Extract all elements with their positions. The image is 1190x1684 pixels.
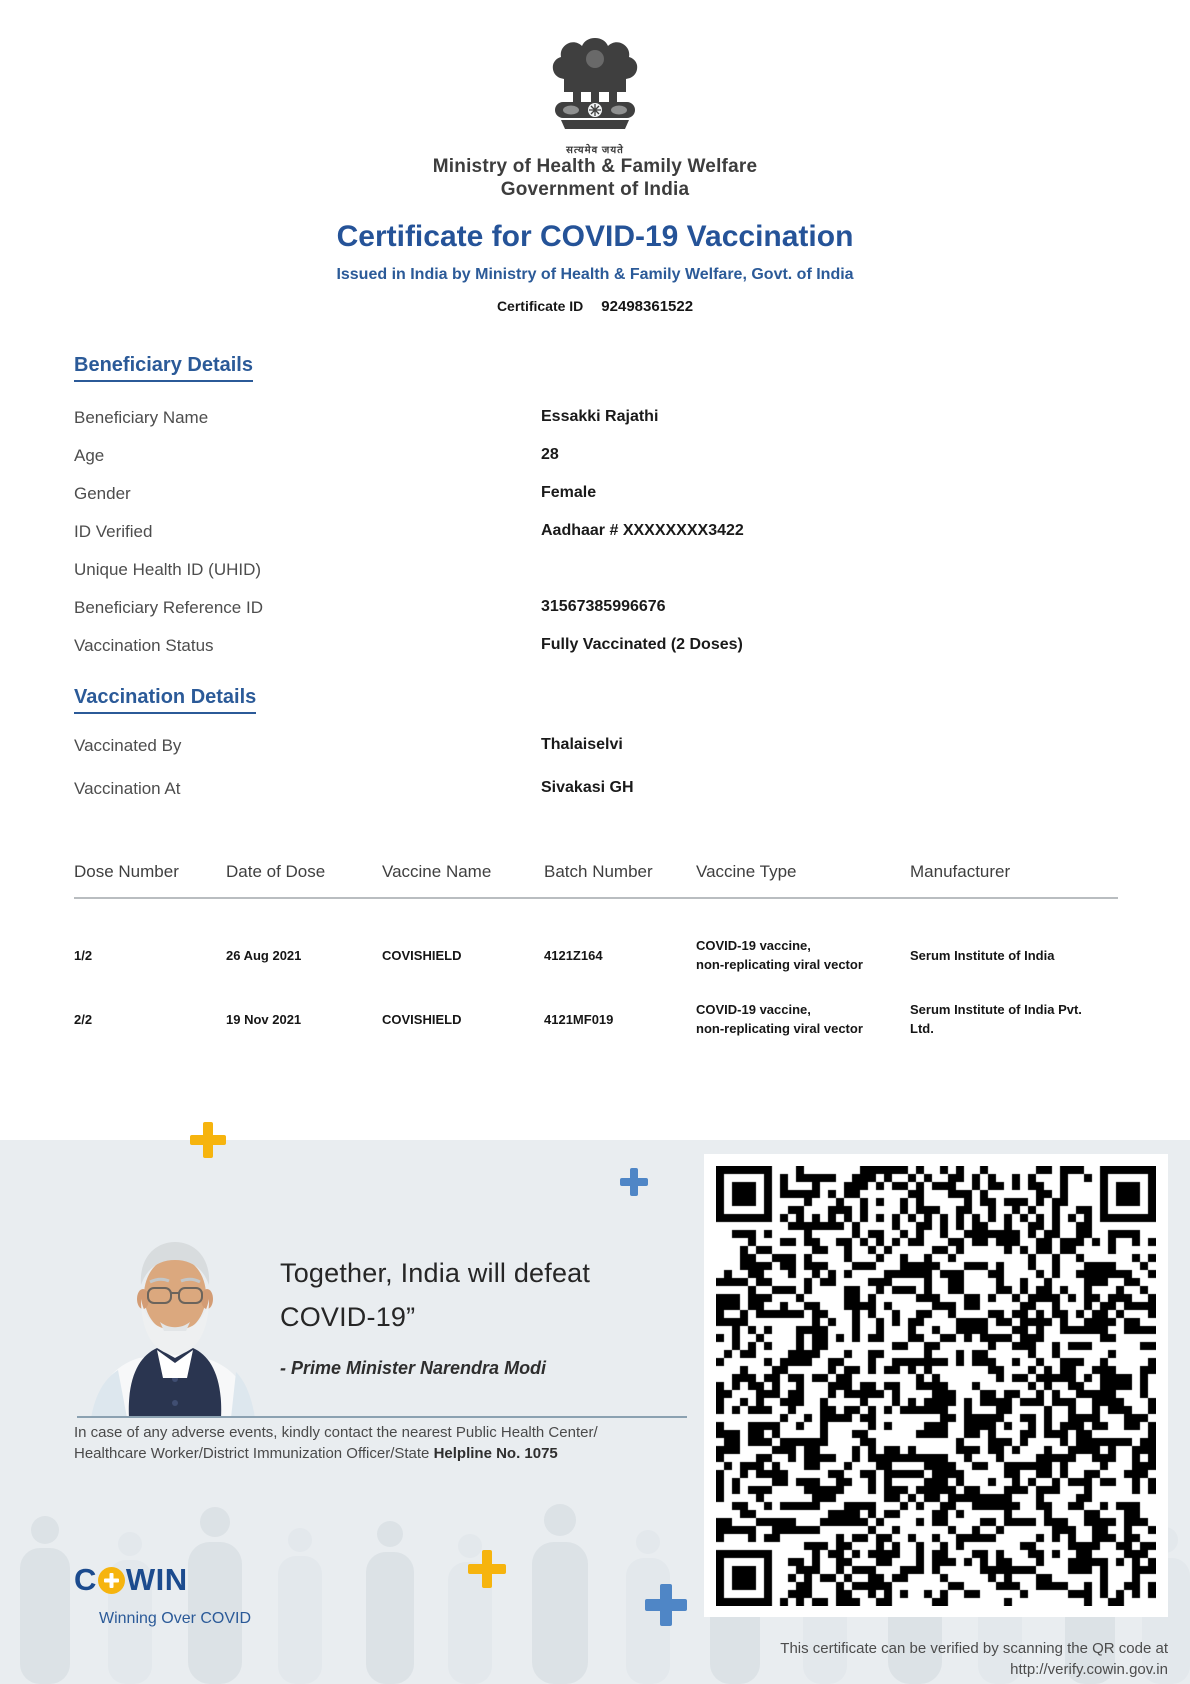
field-label: Unique Health ID (UHID) bbox=[74, 560, 262, 579]
field-value: Essakki Rajathi bbox=[541, 408, 659, 425]
field-value: Sivakasi GH bbox=[541, 779, 634, 796]
cowin-logo-c: C bbox=[74, 1562, 97, 1597]
qr-code-panel bbox=[704, 1154, 1168, 1617]
vaccine-type-line: non-replicating viral vector bbox=[696, 1021, 863, 1036]
table-row bbox=[74, 1000, 1118, 1038]
field-value: Aadhaar # XXXXXXXX3422 bbox=[541, 522, 744, 539]
certificate-id-label: Certificate ID bbox=[496, 298, 584, 314]
column-header: Vaccine Name bbox=[382, 862, 492, 881]
field-value: Fully Vaccinated (2 Doses) bbox=[541, 636, 743, 653]
batch-cell: 4121MF019 bbox=[544, 1012, 614, 1027]
verification-note bbox=[780, 1638, 1168, 1680]
vaccine-name-cell: COVISHIELD bbox=[382, 948, 462, 963]
column-header: Vaccine Type bbox=[696, 862, 797, 881]
field-label: Vaccination Status bbox=[74, 636, 214, 655]
plus-accent-blue-icon bbox=[645, 1584, 687, 1631]
quote-attribution: - Prime Minister Narendra Modi bbox=[280, 1358, 547, 1378]
plus-accent-blue-icon bbox=[620, 1168, 648, 1201]
field-label: Beneficiary Reference ID bbox=[74, 598, 263, 617]
vaccine-name-cell: COVISHIELD bbox=[382, 1012, 462, 1027]
field-value: 28 bbox=[541, 446, 559, 463]
adverse-line-2 bbox=[74, 1443, 598, 1464]
ministry-line-2: Government of India bbox=[500, 179, 690, 200]
cowin-tagline: Winning Over COVID bbox=[99, 1610, 252, 1627]
field-label: Vaccinated By bbox=[74, 736, 182, 755]
vaccine-type-cell bbox=[696, 936, 910, 974]
certificate-id-row bbox=[0, 298, 1190, 315]
ministry-line-1: Ministry of Health & Family Welfare bbox=[432, 156, 758, 177]
table-divider bbox=[74, 897, 1118, 899]
certificate-subtitle: Issued in India by Ministry of Health & Family Welfare, Govt. of India bbox=[336, 266, 854, 283]
field-label: Beneficiary Name bbox=[74, 408, 209, 427]
field-value: 31567385996676 bbox=[541, 598, 666, 615]
table-row bbox=[74, 936, 1118, 974]
adverse-events-note bbox=[74, 1422, 598, 1464]
vaccine-type-line: non-replicating viral vector bbox=[696, 957, 863, 972]
vaccine-type-cell bbox=[696, 1000, 910, 1038]
field-value: Thalaiselvi bbox=[541, 736, 623, 753]
vaccine-type-line: COVID-19 vaccine, bbox=[696, 1002, 811, 1017]
quote-line-1: Together, India will defeat bbox=[280, 1258, 591, 1288]
pm-photo bbox=[77, 1219, 273, 1423]
quote-line-2: COVID-19” bbox=[280, 1302, 416, 1332]
national-emblem-icon bbox=[537, 36, 653, 145]
helpline-number: Helpline No. 1075 bbox=[433, 1445, 558, 1462]
plus-accent-yellow-icon bbox=[190, 1122, 226, 1163]
adverse-line-2-text: Healthcare Worker/District Immunization Officer/State bbox=[74, 1445, 434, 1462]
column-header: Dose Number bbox=[74, 862, 179, 881]
manufacturer-cell: Serum Institute of India bbox=[910, 948, 1055, 963]
verify-url: http://verify.cowin.gov.in bbox=[1010, 1661, 1168, 1678]
manufacturer-cell: Serum Institute of India Pvt. Ltd. bbox=[910, 1002, 1082, 1036]
dose-number-cell: 2/2 bbox=[74, 1012, 93, 1027]
adverse-line-1: In case of any adverse events, kindly contact the nearest Public Health Center/ bbox=[74, 1424, 598, 1441]
beneficiary-details-heading: Beneficiary Details bbox=[74, 354, 253, 382]
column-header: Date of Dose bbox=[226, 862, 326, 881]
field-label: ID Verified bbox=[74, 522, 153, 541]
field-value: Female bbox=[541, 484, 597, 501]
certificate-title: Certificate for COVID-19 Vaccination bbox=[336, 220, 854, 253]
vaccine-type-line: COVID-19 vaccine, bbox=[696, 938, 811, 953]
footer-divider bbox=[77, 1416, 687, 1418]
column-header: Manufacturer bbox=[910, 862, 1011, 881]
verify-line-1: This certificate can be verified by scanning the QR code at bbox=[780, 1640, 1168, 1657]
dose-number-cell: 1/2 bbox=[74, 948, 93, 963]
date-cell: 19 Nov 2021 bbox=[226, 1012, 302, 1027]
qr-code bbox=[716, 1166, 1156, 1606]
vaccination-details-heading: Vaccination Details bbox=[74, 686, 256, 714]
column-header: Batch Number bbox=[544, 862, 653, 881]
date-cell: 26 Aug 2021 bbox=[226, 948, 302, 963]
field-label: Age bbox=[74, 446, 105, 465]
certificate-id-value: 92498361522 bbox=[601, 298, 694, 315]
dose-table-header bbox=[74, 862, 1118, 882]
batch-cell: 4121Z164 bbox=[544, 948, 603, 963]
cowin-logo-plus-icon bbox=[98, 1567, 125, 1594]
emblem-caption: सत्यमेव जयते bbox=[566, 145, 624, 156]
cowin-logo bbox=[74, 1562, 188, 1598]
field-label: Vaccination At bbox=[74, 779, 181, 798]
cowin-logo-win: WIN bbox=[125, 1562, 188, 1597]
plus-accent-yellow-icon bbox=[468, 1550, 506, 1593]
field-label: Gender bbox=[74, 484, 131, 503]
